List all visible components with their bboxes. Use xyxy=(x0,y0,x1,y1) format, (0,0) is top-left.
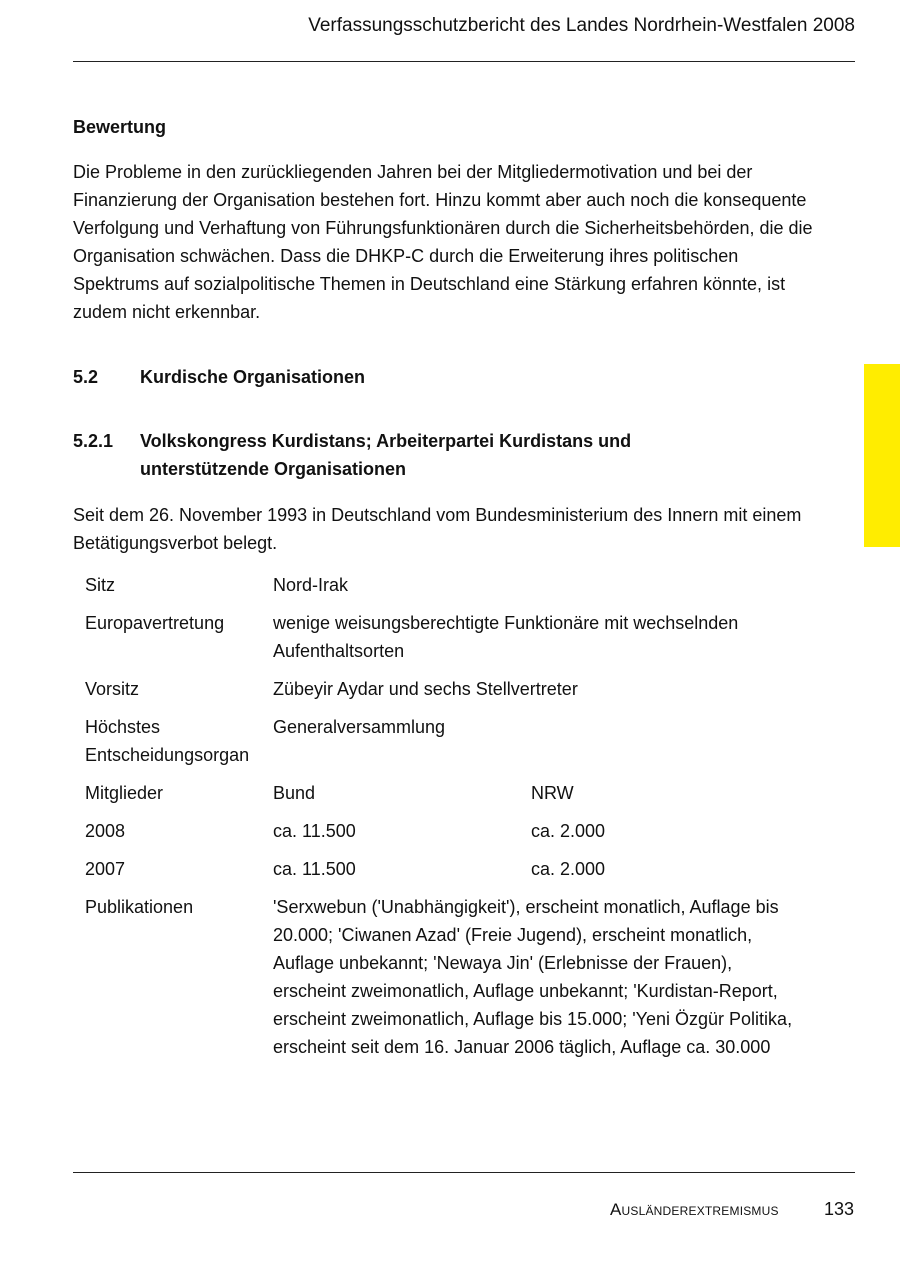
header-rule xyxy=(73,61,855,62)
section-title: Kurdische Organisationen xyxy=(140,367,366,387)
fact-label: Vorsitz xyxy=(85,679,140,699)
fact-label: Europavertretung xyxy=(85,613,225,633)
fact-table xyxy=(85,571,813,1071)
member-year: 2007 xyxy=(85,859,126,879)
bewertung-heading: Bewertung xyxy=(73,117,167,137)
footer-section-title: Ausländerextremismus xyxy=(610,1200,779,1219)
section-5-2-1-heading xyxy=(73,427,673,483)
section-title: Volkskongress Kurdistans; Arbeiterpartei Kurdistans und unterstützende Organisationen xyxy=(140,431,632,479)
fact-row-europavertretung xyxy=(85,609,813,675)
member-count-nrw: ca. 2.000 xyxy=(531,821,606,841)
section-number: 5.2.1 xyxy=(73,431,114,451)
column-header-nrw: NRW xyxy=(531,783,574,803)
fact-label: Höchstes Entscheidungsorgan xyxy=(85,717,250,765)
fact-row-entscheidungsorgan xyxy=(85,713,813,779)
member-count-nrw: ca. 2.000 xyxy=(531,859,606,879)
fact-value: Nord-Irak xyxy=(273,575,349,595)
fact-label: Publikationen xyxy=(85,897,194,917)
fact-value: Generalversammlung xyxy=(273,717,446,737)
fact-value: 'Serxwebun ('Unabhängigkeit'), erscheint monatlich, Auflage bis 20.000; 'Ciwanen Azad' (Freie Jugend), erscheint monatlich, Auflage unbekannt; 'Newaya Jin' (Erlebnisse der Frauen), erscheint zweimonatlich, Auflage unbekannt; 'Kurdistan-Report, erscheint zweimonatlich, Auflage bis 15.000; 'Yeni Özgür Politika, erscheint seit dem 16. Januar 2006 täglich, Auflage ca. 30.000 xyxy=(273,897,793,1057)
member-row-2008 xyxy=(85,817,813,855)
section-5-2-heading xyxy=(73,363,813,391)
fact-value: Zübeyir Aydar und sechs Stellvertreter xyxy=(273,679,578,699)
section-intro: Seit dem 26. November 1993 in Deutschland vom Bundesministerium des Innern mit einem Betätigungsverbot belegt. xyxy=(73,505,802,553)
page-body xyxy=(73,113,813,1071)
member-count-bund: ca. 11.500 xyxy=(273,859,356,879)
chapter-tab-marker xyxy=(864,364,900,547)
page-number: 133 xyxy=(824,1199,855,1219)
footer-rule xyxy=(73,1172,855,1173)
section-number: 5.2 xyxy=(73,367,99,387)
fact-row-mitglieder-header xyxy=(85,779,813,817)
column-header-bund: Bund xyxy=(273,783,316,803)
fact-row-sitz xyxy=(85,571,813,609)
fact-row-vorsitz xyxy=(85,675,813,713)
fact-label: Sitz xyxy=(85,575,116,595)
fact-label: Mitglieder xyxy=(85,783,164,803)
member-year: 2008 xyxy=(85,821,126,841)
running-header: Verfassungsschutzbericht des Landes Nordrhein-Westfalen 2008 xyxy=(308,15,855,36)
member-row-2007 xyxy=(85,855,813,893)
fact-value: wenige weisungsberechtigte Funktionäre mit wechselnden Aufenthaltsorten xyxy=(273,613,739,661)
member-count-bund: ca. 11.500 xyxy=(273,821,356,841)
fact-row-publikationen xyxy=(85,893,813,1071)
bewertung-text: Die Probleme in den zurückliegenden Jahren bei der Mitgliedermotivation und bei der Finanzierung der Organisation bestehen fort. Hinzu kommt aber auch noch die konsequente Verfolgung und Verhaftung von Führungsfunktionären durch die Sicherheitsbehörden, die die Organisation schwächen. Dass die DHKP-C durch die Erweiterung ihres politischen Spektrums auf sozialpolitische Themen in Deutschland eine Stärkung erfahren könnte, ist zudem nicht erkennbar. xyxy=(73,162,813,322)
